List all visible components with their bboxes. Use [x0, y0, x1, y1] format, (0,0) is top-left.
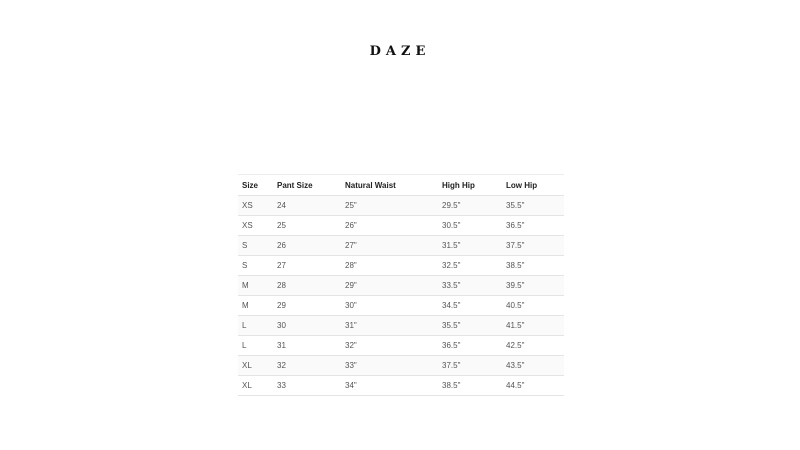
cell-size: L	[238, 316, 273, 336]
cell-natural-waist: 33"	[341, 356, 438, 376]
cell-size: XL	[238, 376, 273, 396]
cell-high-hip: 31.5"	[438, 236, 502, 256]
cell-high-hip: 30.5"	[438, 216, 502, 236]
cell-natural-waist: 28"	[341, 256, 438, 276]
cell-low-hip: 44.5"	[502, 376, 564, 396]
cell-high-hip: 36.5"	[438, 336, 502, 356]
cell-size: XS	[238, 196, 273, 216]
cell-pant-size: 32	[273, 356, 341, 376]
column-header-size: Size	[238, 175, 273, 196]
table-row	[238, 256, 564, 276]
table-row	[238, 236, 564, 256]
cell-pant-size: 26	[273, 236, 341, 256]
column-header-low-hip: Low Hip	[502, 175, 564, 196]
table-row	[238, 316, 564, 336]
cell-high-hip: 37.5"	[438, 356, 502, 376]
cell-size: L	[238, 336, 273, 356]
cell-natural-waist: 29"	[341, 276, 438, 296]
table-header-row	[238, 175, 564, 196]
cell-pant-size: 31	[273, 336, 341, 356]
cell-natural-waist: 26"	[341, 216, 438, 236]
column-header-natural-waist: Natural Waist	[341, 175, 438, 196]
cell-low-hip: 39.5"	[502, 276, 564, 296]
cell-low-hip: 43.5"	[502, 356, 564, 376]
cell-natural-waist: 34"	[341, 376, 438, 396]
cell-high-hip: 32.5"	[438, 256, 502, 276]
cell-natural-waist: 32"	[341, 336, 438, 356]
table-row	[238, 356, 564, 376]
cell-pant-size: 25	[273, 216, 341, 236]
cell-size: S	[238, 236, 273, 256]
table-row	[238, 336, 564, 356]
size-chart-table	[238, 174, 564, 396]
cell-natural-waist: 31"	[341, 316, 438, 336]
cell-high-hip: 35.5"	[438, 316, 502, 336]
cell-pant-size: 30	[273, 316, 341, 336]
cell-low-hip: 37.5"	[502, 236, 564, 256]
cell-high-hip: 33.5"	[438, 276, 502, 296]
cell-size: M	[238, 296, 273, 316]
cell-pant-size: 28	[273, 276, 341, 296]
cell-size: XS	[238, 216, 273, 236]
table-row	[238, 196, 564, 216]
cell-pant-size: 27	[273, 256, 341, 276]
cell-size: M	[238, 276, 273, 296]
cell-low-hip: 38.5"	[502, 256, 564, 276]
cell-natural-waist: 27"	[341, 236, 438, 256]
cell-pant-size: 24	[273, 196, 341, 216]
table-row	[238, 276, 564, 296]
column-header-pant-size: Pant Size	[273, 175, 341, 196]
table-row	[238, 376, 564, 396]
cell-high-hip: 38.5"	[438, 376, 502, 396]
cell-natural-waist: 30"	[341, 296, 438, 316]
table-row	[238, 216, 564, 236]
table-row	[238, 296, 564, 316]
cell-size: XL	[238, 356, 273, 376]
cell-low-hip: 35.5"	[502, 196, 564, 216]
cell-low-hip: 41.5"	[502, 316, 564, 336]
column-header-high-hip: High Hip	[438, 175, 502, 196]
cell-pant-size: 33	[273, 376, 341, 396]
cell-size: S	[238, 256, 273, 276]
cell-low-hip: 36.5"	[502, 216, 564, 236]
cell-low-hip: 42.5"	[502, 336, 564, 356]
brand-logo: DAZE	[369, 44, 431, 59]
cell-low-hip: 40.5"	[502, 296, 564, 316]
cell-high-hip: 34.5"	[438, 296, 502, 316]
cell-natural-waist: 25"	[341, 196, 438, 216]
cell-high-hip: 29.5"	[438, 196, 502, 216]
cell-pant-size: 29	[273, 296, 341, 316]
